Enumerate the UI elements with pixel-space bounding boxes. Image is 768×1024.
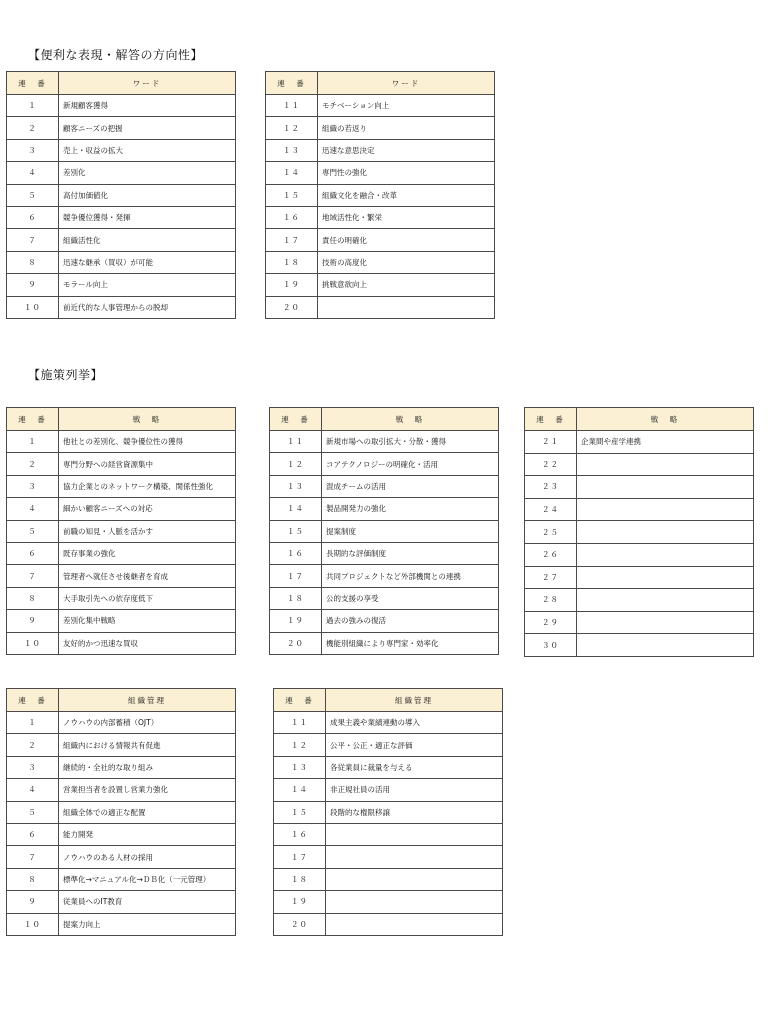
table-row (266, 296, 495, 318)
row-number: １９ (274, 891, 326, 913)
row-text: 混成チームの活用 (322, 475, 499, 497)
row-text (326, 913, 503, 935)
row-text (577, 634, 754, 657)
row-number: ５ (7, 184, 59, 206)
table-row (7, 734, 236, 756)
table-row (525, 611, 754, 634)
table-row (7, 520, 236, 542)
table-row (266, 95, 495, 117)
row-number: １ (7, 712, 59, 734)
row-text: 非正規社員の活用 (326, 779, 503, 801)
row-text: 地域活性化・繁栄 (318, 206, 495, 228)
row-number: ２８ (525, 589, 577, 612)
row-number: ２１ (525, 431, 577, 454)
row-number: １８ (270, 587, 322, 609)
row-text: 段階的な権限移譲 (326, 801, 503, 823)
row-number: １８ (266, 251, 318, 273)
table-row (274, 823, 503, 845)
row-number: １７ (270, 565, 322, 587)
row-number: ２０ (274, 913, 326, 935)
table-row (7, 475, 236, 497)
row-number: １０ (7, 632, 59, 654)
row-number: １ (7, 95, 59, 117)
row-number: ２２ (525, 453, 577, 476)
row-text (326, 823, 503, 845)
row-number: ２３ (525, 476, 577, 499)
table-row (7, 95, 236, 117)
table-row (525, 431, 754, 454)
header-number: 連 番 (7, 408, 59, 431)
section-title-expressions: 【便利な表現・解答の方向性】 (28, 48, 204, 62)
row-text: 売上・収益の拡大 (59, 139, 236, 161)
table-header-row (7, 408, 236, 431)
row-text: 迅速な継承（買収）が可能 (59, 251, 236, 273)
table-row (270, 520, 499, 542)
table-row (274, 712, 503, 734)
table-row (7, 779, 236, 801)
row-number: ２ (7, 453, 59, 475)
table-row (7, 565, 236, 587)
row-text: 提案制度 (322, 520, 499, 542)
table-row (274, 801, 503, 823)
table-row (7, 296, 236, 318)
table-header-row (7, 72, 236, 95)
row-text (577, 611, 754, 634)
row-number: ９ (7, 274, 59, 296)
table-header-row (270, 408, 499, 431)
row-text: 顧客ニーズの把握 (59, 117, 236, 139)
row-number: １７ (266, 229, 318, 251)
table-row (274, 868, 503, 890)
row-text: 友好的かつ迅速な買収 (59, 632, 236, 654)
row-text (577, 498, 754, 521)
row-text: 営業担当者を設置し営業力強化 (59, 779, 236, 801)
header-number: 連 番 (266, 72, 318, 95)
row-text: 管理者へ就任させ後継者を育成 (59, 565, 236, 587)
row-text: 公的支援の享受 (322, 587, 499, 609)
table-header-row (266, 72, 495, 95)
row-number: １０ (7, 296, 59, 318)
row-text: 企業間や産学連携 (577, 431, 754, 454)
row-number: ２９ (525, 611, 577, 634)
row-text: 長期的な評価制度 (322, 542, 499, 564)
row-number: ６ (7, 823, 59, 845)
table-row (7, 139, 236, 161)
row-number: ４ (7, 498, 59, 520)
table-row (7, 587, 236, 609)
row-number: １５ (274, 801, 326, 823)
row-text: ノウハウの内部蓄積（OJT） (59, 712, 236, 734)
row-number: １３ (274, 756, 326, 778)
table-row (270, 610, 499, 632)
table-row (274, 913, 503, 935)
row-text: 提案力向上 (59, 913, 236, 935)
row-number: ５ (7, 801, 59, 823)
row-text: モラール向上 (59, 274, 236, 296)
table-row (266, 206, 495, 228)
table-header-row (7, 689, 236, 712)
row-number: １３ (266, 139, 318, 161)
row-number: １４ (266, 162, 318, 184)
row-text: 迅速な意思決定 (318, 139, 495, 161)
table-row (7, 498, 236, 520)
row-number: １４ (274, 779, 326, 801)
table-row (525, 634, 754, 657)
table-row (274, 756, 503, 778)
table-row (7, 801, 236, 823)
row-number: １４ (270, 498, 322, 520)
table-row (274, 734, 503, 756)
table-row (7, 117, 236, 139)
row-number: ４ (7, 162, 59, 184)
table-row (270, 565, 499, 587)
row-text: 成果主義や業績連動の導入 (326, 712, 503, 734)
row-text (326, 868, 503, 890)
row-number: ２５ (525, 521, 577, 544)
words-table-2 (265, 71, 495, 319)
row-number: ８ (7, 868, 59, 890)
table-row (270, 632, 499, 654)
row-text: 差別化集中戦略 (59, 610, 236, 632)
row-number: １７ (274, 846, 326, 868)
row-number: ３ (7, 756, 59, 778)
row-text: 細かい顧客ニーズへの対応 (59, 498, 236, 520)
header-label: 戦 略 (577, 408, 754, 431)
table-row (7, 274, 236, 296)
row-number: １６ (270, 542, 322, 564)
row-number: ２０ (266, 296, 318, 318)
header-label: ワード (318, 72, 495, 95)
header-label: 組織管理 (59, 689, 236, 712)
table-row (7, 453, 236, 475)
row-number: １２ (270, 453, 322, 475)
row-text: 組織内における情報共有促進 (59, 734, 236, 756)
row-number: １０ (7, 913, 59, 935)
row-text: 組織文化を融合・改革 (318, 184, 495, 206)
table-row (7, 823, 236, 845)
table-row (7, 251, 236, 273)
row-number: ２６ (525, 543, 577, 566)
row-number: ７ (7, 565, 59, 587)
table-row (525, 543, 754, 566)
row-text: モチベーション向上 (318, 95, 495, 117)
row-number: ５ (7, 520, 59, 542)
row-number: １１ (274, 712, 326, 734)
table-row (270, 542, 499, 564)
words-table-1 (6, 71, 236, 319)
row-number: ６ (7, 206, 59, 228)
row-number: ９ (7, 610, 59, 632)
row-text: 協力企業とのネットワーク構築、関係性強化 (59, 475, 236, 497)
header-number: 連 番 (7, 689, 59, 712)
row-text: 差別化 (59, 162, 236, 184)
header-label: 組織管理 (326, 689, 503, 712)
table-row (7, 431, 236, 453)
row-text (577, 476, 754, 499)
row-text (326, 846, 503, 868)
row-number: ４ (7, 779, 59, 801)
row-number: １５ (266, 184, 318, 206)
row-text (577, 521, 754, 544)
table-row (7, 756, 236, 778)
row-text: 標準化→マニュアル化→ＤＢ化（一元管理） (59, 868, 236, 890)
table-row (7, 712, 236, 734)
row-text: 既存事業の強化 (59, 542, 236, 564)
header-label: 戦 略 (59, 408, 236, 431)
table-row (7, 206, 236, 228)
table-row (7, 184, 236, 206)
table-row (525, 476, 754, 499)
row-text: 共同プロジェクトなど外部機関との連携 (322, 565, 499, 587)
table-row (266, 251, 495, 273)
row-text (326, 891, 503, 913)
table-row (7, 162, 236, 184)
row-number: １６ (266, 206, 318, 228)
row-number: ２７ (525, 566, 577, 589)
row-text: 過去の強みの復活 (322, 610, 499, 632)
row-text: コアテクノロジーの明確化・活用 (322, 453, 499, 475)
row-number: ３ (7, 475, 59, 497)
row-text: 専門分野への経営資源集中 (59, 453, 236, 475)
row-number: １ (7, 431, 59, 453)
row-text: 責任の明確化 (318, 229, 495, 251)
row-number: ７ (7, 846, 59, 868)
table-row (7, 846, 236, 868)
header-number: 連 番 (270, 408, 322, 431)
row-text: 大手取引先への依存度低下 (59, 587, 236, 609)
row-number: １５ (270, 520, 322, 542)
table-row (266, 117, 495, 139)
row-number: １８ (274, 868, 326, 890)
row-text: 新規顧客獲得 (59, 95, 236, 117)
row-number: １１ (270, 431, 322, 453)
row-number: ９ (7, 891, 59, 913)
strategy-table-1 (6, 407, 236, 655)
org-table-2 (273, 688, 503, 936)
table-row (7, 868, 236, 890)
table-header-row (525, 408, 754, 431)
table-row (266, 184, 495, 206)
row-number: １９ (266, 274, 318, 296)
row-text: 競争優位獲得・発揮 (59, 206, 236, 228)
row-text (577, 543, 754, 566)
table-row (266, 162, 495, 184)
header-number: 連 番 (525, 408, 577, 431)
table-row (266, 274, 495, 296)
row-text (577, 453, 754, 476)
table-row (274, 779, 503, 801)
row-number: ７ (7, 229, 59, 251)
row-number: ８ (7, 587, 59, 609)
org-table-1 (6, 688, 236, 936)
row-text: 高付加価値化 (59, 184, 236, 206)
table-row (266, 139, 495, 161)
table-row (525, 589, 754, 612)
row-number: １３ (270, 475, 322, 497)
row-text: 他社との差別化、競争優位性の獲得 (59, 431, 236, 453)
row-text: 新規市場への取引拡大・分散・獲得 (322, 431, 499, 453)
header-label: ワード (59, 72, 236, 95)
table-row (274, 846, 503, 868)
row-number: ３０ (525, 634, 577, 657)
table-row (270, 453, 499, 475)
row-number: １２ (266, 117, 318, 139)
section-title-measures: 【施策列挙】 (28, 368, 104, 382)
row-number: ８ (7, 251, 59, 273)
table-row (525, 521, 754, 544)
row-text: 能力開発 (59, 823, 236, 845)
row-number: ２ (7, 734, 59, 756)
table-row (270, 475, 499, 497)
row-number: １２ (274, 734, 326, 756)
row-text: 組織活性化 (59, 229, 236, 251)
header-number: 連 番 (7, 72, 59, 95)
row-text: 継続的・全社的な取り組み (59, 756, 236, 778)
table-row (270, 587, 499, 609)
row-number: １１ (266, 95, 318, 117)
row-number: ２ (7, 117, 59, 139)
row-text (318, 296, 495, 318)
strategy-table-3 (524, 407, 754, 657)
row-text: 組織全体での適正な配置 (59, 801, 236, 823)
row-number: １６ (274, 823, 326, 845)
row-number: ３ (7, 139, 59, 161)
row-text: 前近代的な人事管理からの脱却 (59, 296, 236, 318)
table-row (525, 498, 754, 521)
row-text: 前職の知見・人脈を活かす (59, 520, 236, 542)
row-text (577, 566, 754, 589)
table-row (7, 632, 236, 654)
row-text: 挑戦意欲向上 (318, 274, 495, 296)
table-row (266, 229, 495, 251)
row-number: １９ (270, 610, 322, 632)
row-text: 製品開発力の強化 (322, 498, 499, 520)
table-row (7, 542, 236, 564)
row-text: 組織の若返り (318, 117, 495, 139)
table-row (270, 431, 499, 453)
table-header-row (274, 689, 503, 712)
table-row (525, 453, 754, 476)
row-text: 技術の高度化 (318, 251, 495, 273)
strategy-table-2 (269, 407, 499, 655)
row-text: 専門性の強化 (318, 162, 495, 184)
table-row (7, 913, 236, 935)
table-row (7, 610, 236, 632)
row-number: ２０ (270, 632, 322, 654)
row-number: ２４ (525, 498, 577, 521)
row-text: 各従業員に裁量を与える (326, 756, 503, 778)
header-number: 連 番 (274, 689, 326, 712)
table-row (525, 566, 754, 589)
row-text (577, 589, 754, 612)
table-row (7, 891, 236, 913)
row-text: 公平・公正・適正な評価 (326, 734, 503, 756)
table-row (270, 498, 499, 520)
table-row (7, 229, 236, 251)
header-label: 戦 略 (322, 408, 499, 431)
row-text: ノウハウのある人材の採用 (59, 846, 236, 868)
row-number: ６ (7, 542, 59, 564)
row-text: 従業員へのIT教育 (59, 891, 236, 913)
table-row (274, 891, 503, 913)
row-text: 機能別組織により専門家・効率化 (322, 632, 499, 654)
